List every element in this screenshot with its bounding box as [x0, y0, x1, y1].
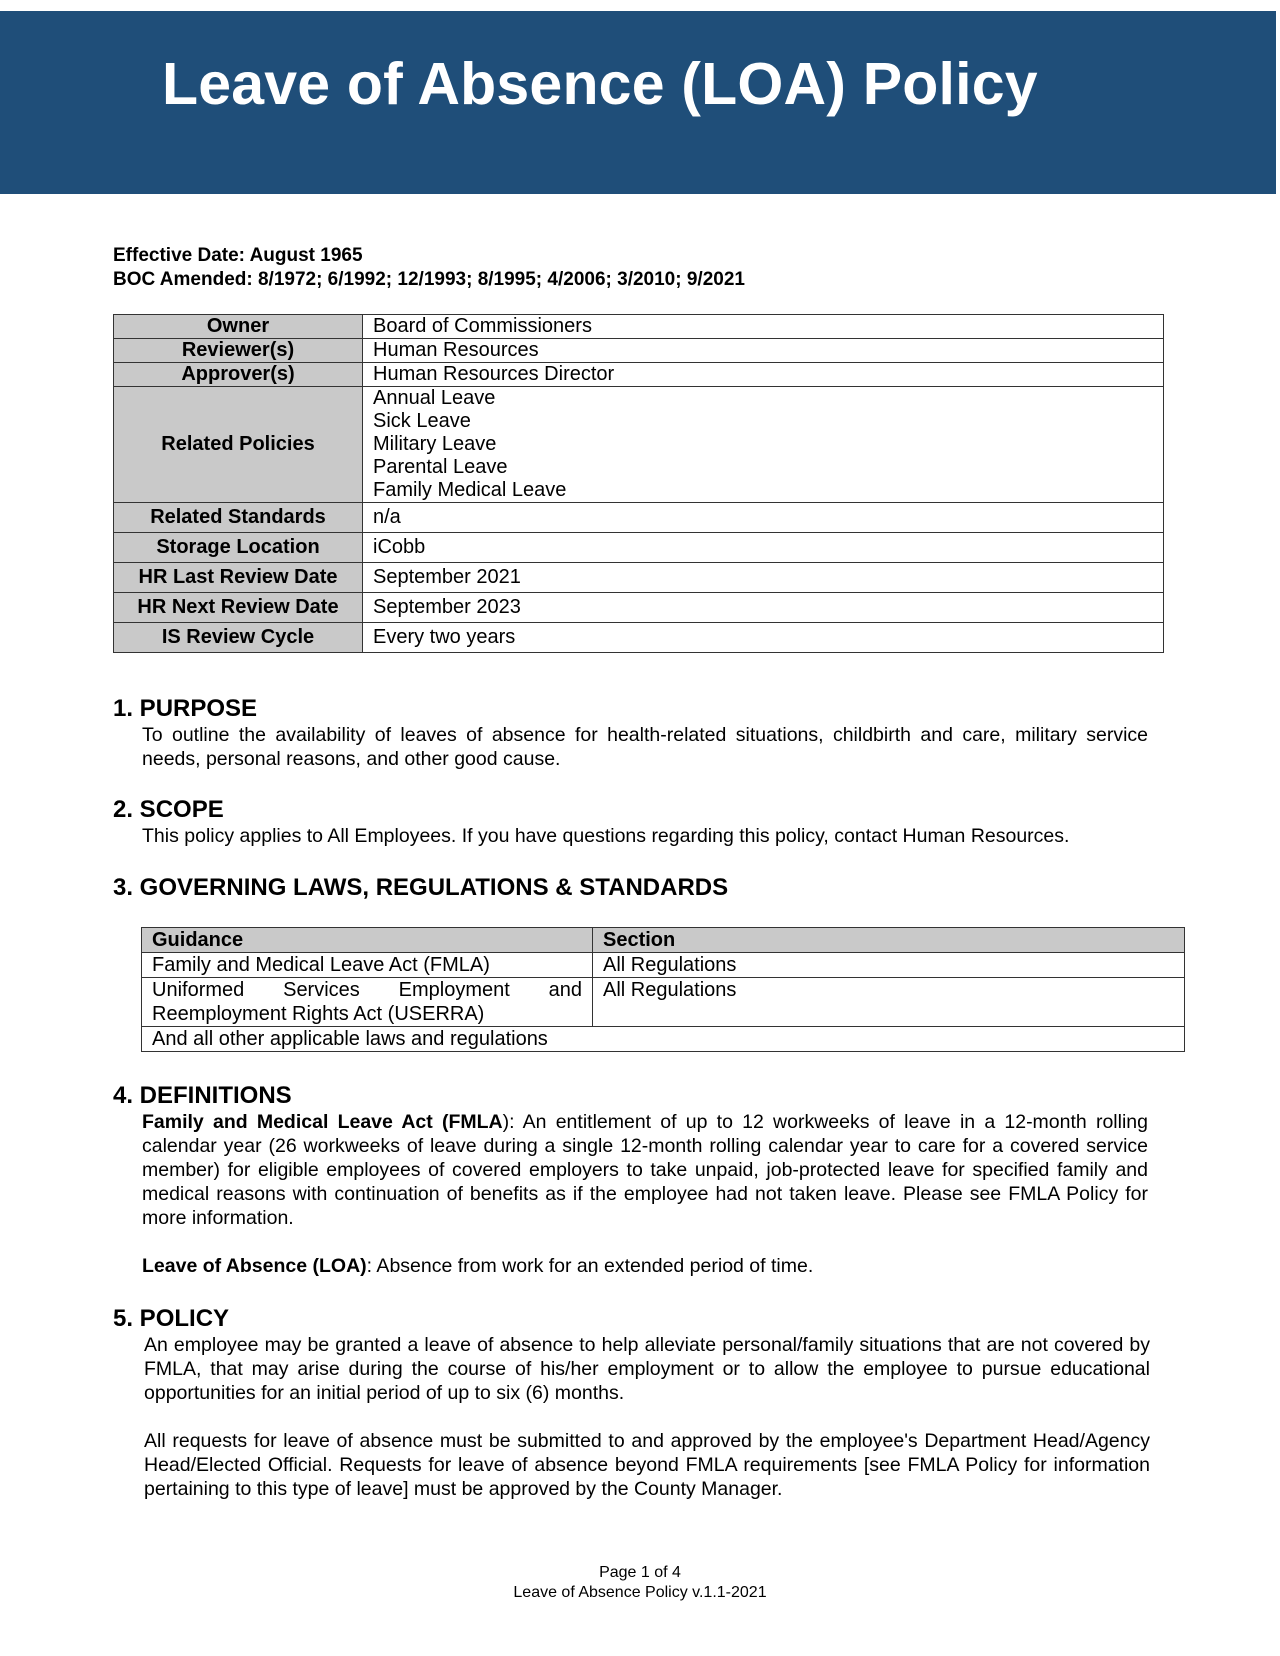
policy-dates: [113, 244, 745, 292]
section-purpose: [113, 695, 1148, 771]
effective-date: Effective Date: August 1965: [113, 245, 363, 266]
row-value: iCobb: [363, 533, 1164, 563]
list-item: Military Leave: [373, 433, 497, 455]
row-key: Storage Location: [114, 533, 363, 563]
row-value: Human Resources Director: [363, 363, 1164, 387]
table-row: [114, 563, 1164, 593]
row-key: Owner: [114, 315, 363, 339]
policy-paragraph: All requests for leave of absence must be submitted to and approved by the employee's Department Head/Agency Head/Elected Official. Requests for leave of absence beyond FMLA requirements [see FMLA Policy for information pertaining to this type of leave] must be approved by the County Manager.: [144, 1430, 1150, 1500]
row-key: HR Last Review Date: [114, 563, 363, 593]
section-cell: All Regulations: [593, 978, 1185, 1027]
related-policies-list: [363, 387, 1164, 503]
table-row: [114, 623, 1164, 653]
table-row: [114, 387, 1164, 503]
row-value: Every two years: [363, 623, 1164, 653]
policy-info-table: [113, 314, 1164, 653]
definition-term: Leave of Absence (LOA): [142, 1255, 367, 1277]
table-row: [114, 315, 1164, 339]
row-key: IS Review Cycle: [114, 623, 363, 653]
section-heading: 3. GOVERNING LAWS, REGULATIONS & STANDARDS: [113, 874, 729, 901]
definition-fmla: [142, 1110, 1148, 1230]
definition-loa: [142, 1254, 1148, 1278]
column-header-guidance: Guidance: [142, 928, 593, 953]
row-value: September 2021: [363, 563, 1164, 593]
list-item: Parental Leave: [373, 456, 508, 478]
row-value: Board of Commissioners: [363, 315, 1164, 339]
title-banner: [0, 11, 1276, 194]
section-heading: 1. PURPOSE: [113, 695, 258, 722]
policy-paragraph: An employee may be granted a leave of absence to help alleviate personal/family situations that are not covered by FMLA, that may arise during the course of his/her employment or to allow the employee to pursue educational opportunities for an initial period of up to six (6) months.: [144, 1334, 1150, 1404]
definition-text: : Absence from work for an extended period of time.: [366, 1255, 814, 1277]
section-definitions: [113, 1082, 1148, 1278]
definition-text: ): An entitlement of up to 12 workweeks of leave in a 12-month rolling calendar year (26 workweeks of leave during a single 12-month rolling calendar year to care for a covered service member) for eligible employees of covered employers to take unpaid, job-protected leave for specified family and medical reasons with continuation of benefits as if the employee had not taken leave. Please see FMLA Policy for more information.: [142, 1111, 1148, 1229]
row-key: Reviewer(s): [114, 339, 363, 363]
section-heading: 4. DEFINITIONS: [113, 1082, 292, 1109]
section-laws: [113, 874, 728, 902]
guidance-cell: Uniformed Services Employment and Reemployment Rights Act (USERRA): [142, 978, 593, 1027]
amended-dates: BOC Amended: 8/1972; 6/1992; 12/1993; 8/1995; 4/2006; 3/2010; 9/2021: [113, 269, 745, 290]
table-row: [114, 339, 1164, 363]
section-scope: [113, 796, 1148, 848]
definition-term: Family and Medical Leave Act (FMLA: [142, 1111, 503, 1133]
row-key: Approver(s): [114, 363, 363, 387]
page-title: Leave of Absence (LOA) Policy: [162, 51, 1038, 117]
document-version: Leave of Absence Policy v.1.1-2021: [513, 1584, 767, 1601]
page-footer: [0, 1563, 1280, 1603]
row-value: n/a: [363, 503, 1164, 533]
section-policy: [113, 1305, 1150, 1501]
table-row: [114, 533, 1164, 563]
row-value: Human Resources: [363, 339, 1164, 363]
table-row: [114, 503, 1164, 533]
section-heading: 2. SCOPE: [113, 796, 224, 823]
laws-table: [141, 927, 1185, 1052]
table-row: [142, 953, 1185, 978]
page-number: Page 1 of 4: [599, 1564, 681, 1581]
table-row: [114, 593, 1164, 623]
row-key: HR Next Review Date: [114, 593, 363, 623]
footer-cell: And all other applicable laws and regulations: [142, 1027, 1185, 1052]
section-heading: 5. POLICY: [113, 1305, 230, 1332]
guidance-cell: Family and Medical Leave Act (FMLA): [142, 953, 593, 978]
row-key: Related Standards: [114, 503, 363, 533]
table-row: [142, 978, 1185, 1027]
table-row: [142, 1027, 1185, 1052]
table-header-row: [142, 928, 1185, 953]
section-cell: All Regulations: [593, 953, 1185, 978]
section-text: To outline the availability of leaves of absence for health-related situations, childbirth and care, military service needs, personal reasons, and other good cause.: [142, 724, 1148, 770]
list-item: Family Medical Leave: [373, 479, 567, 501]
column-header-section: Section: [593, 928, 1185, 953]
list-item: Sick Leave: [373, 410, 471, 432]
table-row: [114, 363, 1164, 387]
row-value: September 2023: [363, 593, 1164, 623]
row-key: Related Policies: [114, 387, 363, 503]
list-item: Annual Leave: [373, 387, 496, 409]
section-text: This policy applies to All Employees. If you have questions regarding this policy, contact Human Resources.: [142, 825, 1070, 847]
